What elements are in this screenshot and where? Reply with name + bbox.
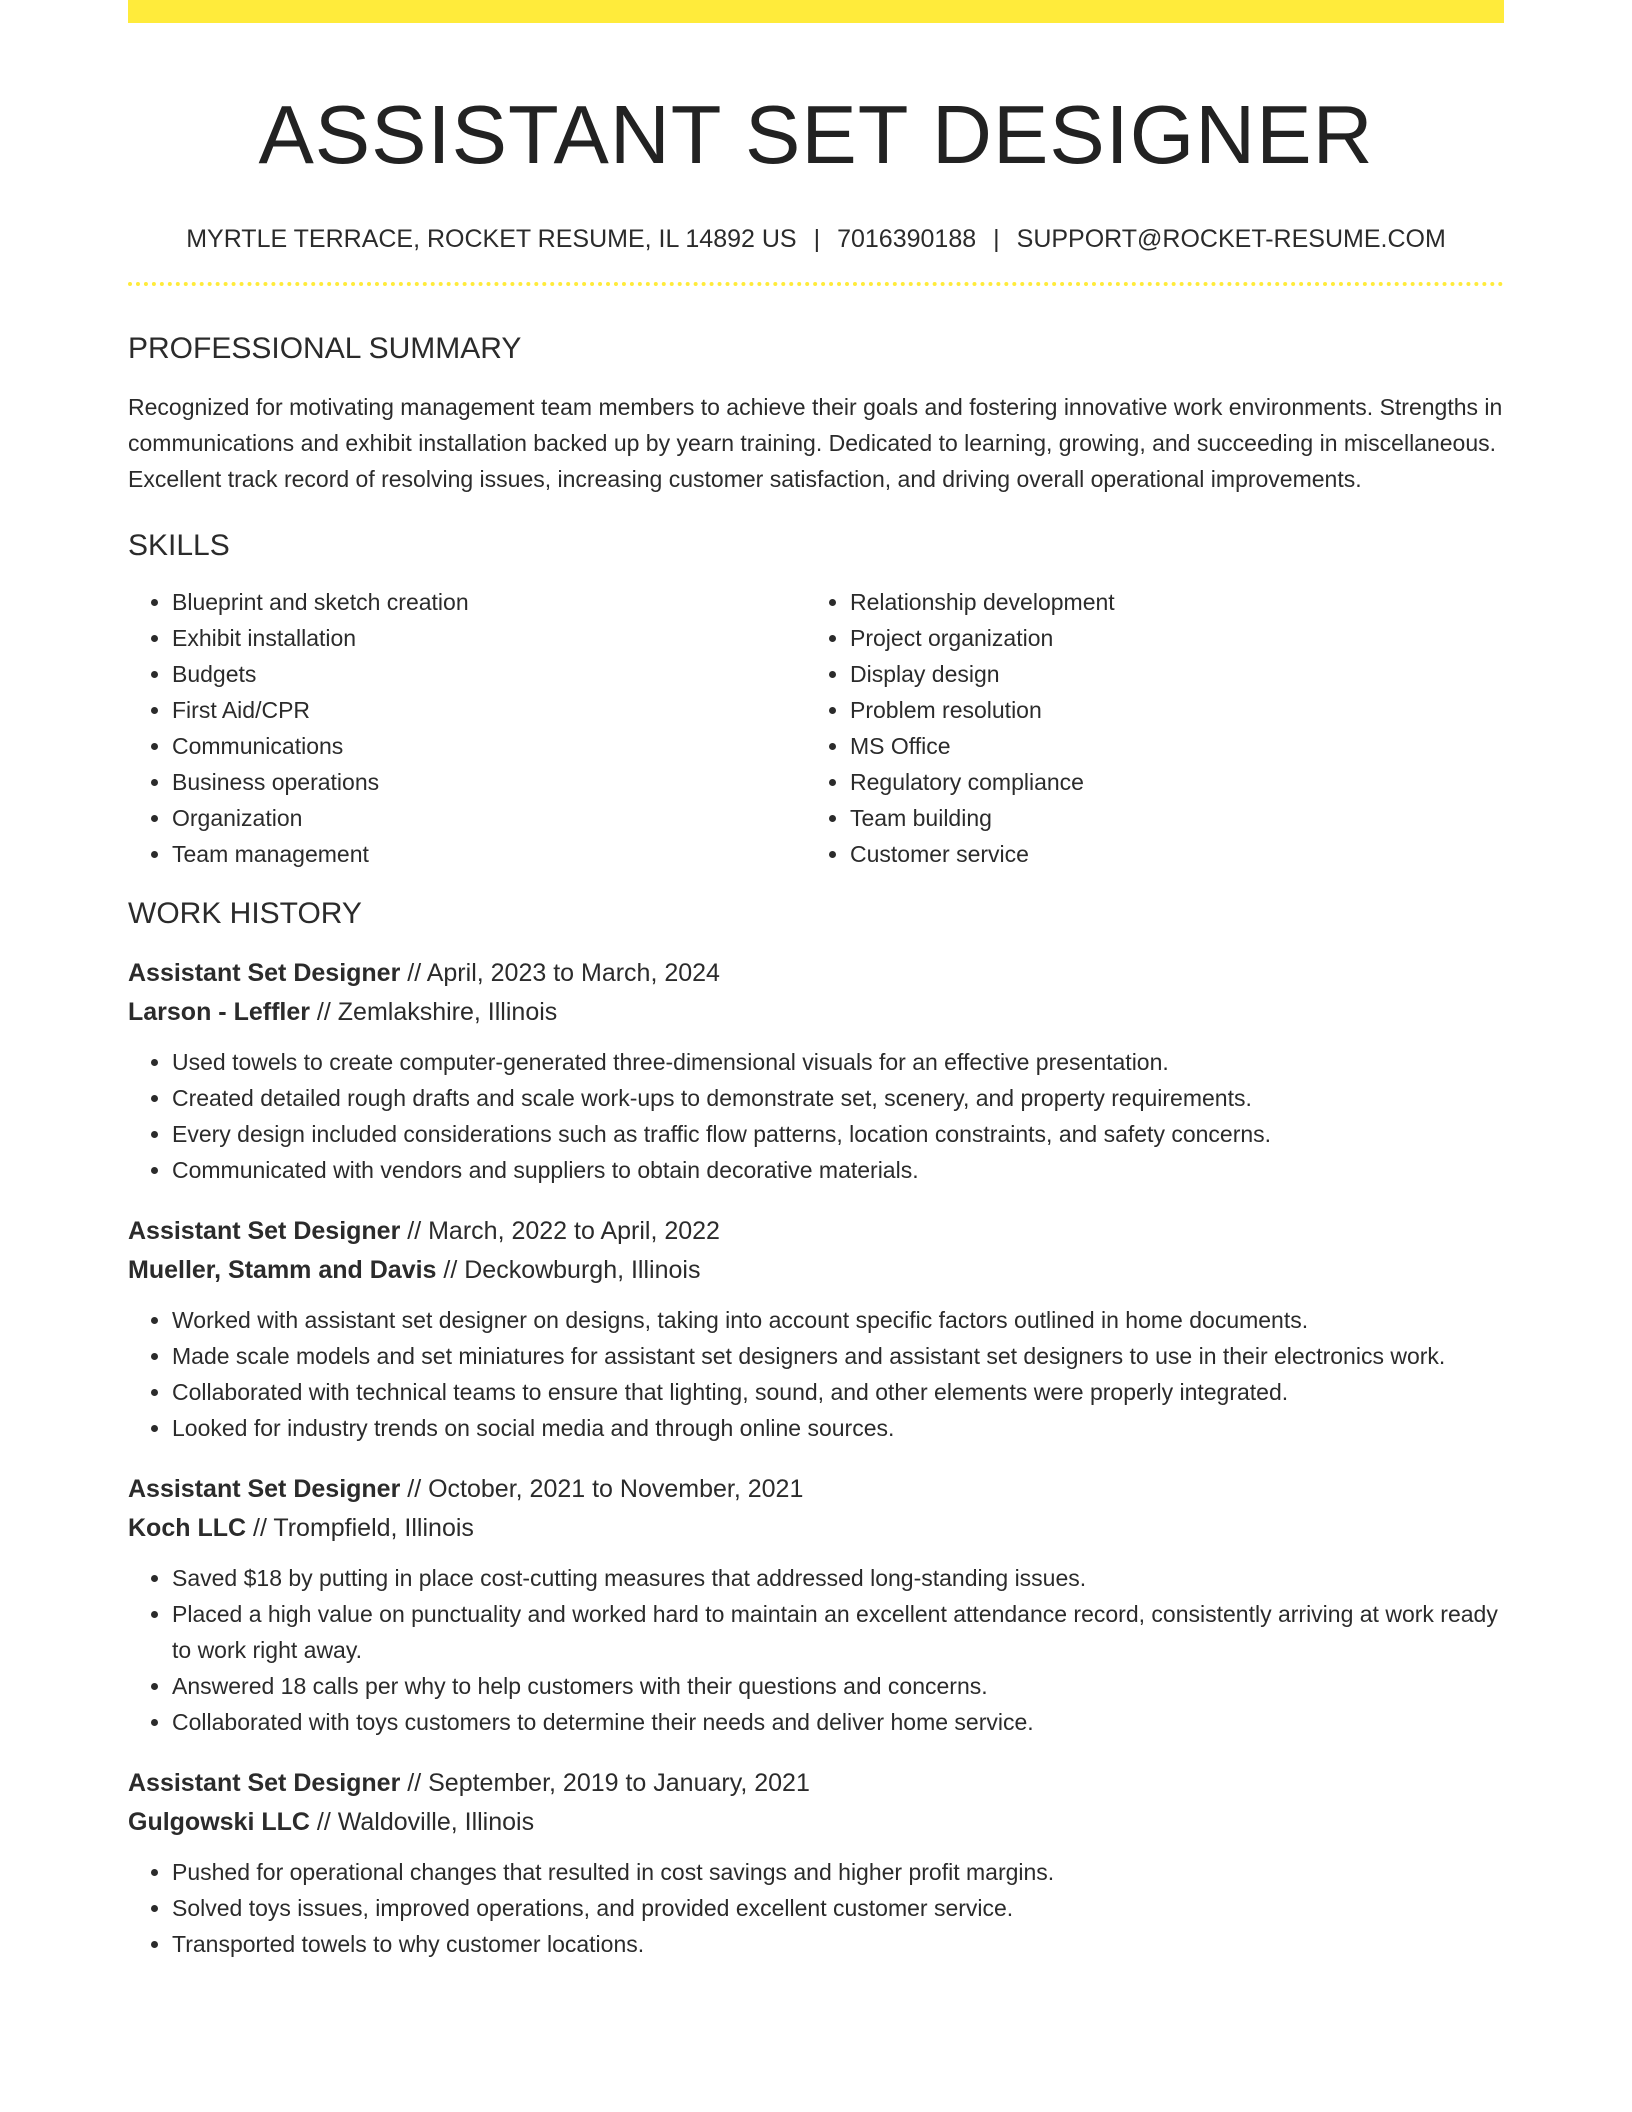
job-dates: // March, 2022 to April, 2022 (400, 1217, 720, 1245)
section-title-skills: SKILLS (128, 529, 230, 562)
resume-page (128, 0, 1504, 2112)
job-entry (128, 954, 1504, 1188)
skill-item: • Blueprint and sketch creation (172, 584, 806, 620)
job-location: // Trompfield, Illinois (246, 1514, 474, 1542)
accent-top-bar (128, 0, 1504, 23)
job-bullet: • Created detailed rough drafts and scale work-ups to demonstrate set, scenery, and property requirements. (172, 1080, 1504, 1116)
job-bullet: • Made scale models and set miniatures for assistant set designers and assistant set designers to use in their electronics work. (172, 1338, 1504, 1374)
skill-item: • MS Office (850, 728, 1484, 764)
job-role: Assistant Set Designer (128, 1475, 401, 1503)
skill-item: • Display design (850, 656, 1484, 692)
skill-item: • First Aid/CPR (172, 692, 806, 728)
skill-item: • Team management (172, 836, 806, 872)
summary-text: Recognized for motivating management team members to achieve their goals and fostering innovative work environments. Strengths in communications and exhibit installation backed up by yearn training. Dedicated to learning, growing, and succeeding in miscellaneous. Excellent track record of resolving issues, increasing customer satisfaction, and driving overall operational improvements. (128, 394, 1503, 492)
contact-address: MYRTLE TERRACE, ROCKET RESUME, IL 14892 US (186, 225, 797, 253)
job-dates: // April, 2023 to March, 2024 (400, 959, 720, 987)
contact-separator: | (813, 225, 821, 253)
job-role: Assistant Set Designer (128, 1217, 401, 1245)
job-role-line (128, 954, 1504, 993)
job-bullet: • Collaborated with toys customers to determine their needs and deliver home service. (172, 1704, 1504, 1740)
job-role: Assistant Set Designer (128, 1769, 401, 1797)
job-bullet: • Worked with assistant set designer on designs, taking into account specific factors outlined in home documents. (172, 1302, 1504, 1338)
skill-item: • Relationship development (850, 584, 1484, 620)
job-dates: // September, 2019 to January, 2021 (400, 1769, 810, 1797)
job-company: Gulgowski LLC (128, 1808, 310, 1836)
section-title-summary: PROFESSIONAL SUMMARY (128, 332, 522, 365)
job-company: Mueller, Stamm and Davis (128, 1256, 437, 1284)
job-bullet: • Solved toys issues, improved operations, and provided excellent customer service. (172, 1890, 1504, 1926)
skill-item: • Business operations (172, 764, 806, 800)
skill-item: • Customer service (850, 836, 1484, 872)
job-bullets (128, 1560, 1504, 1740)
job-company-line (128, 1509, 1504, 1548)
job-company: Koch LLC (128, 1514, 247, 1542)
job-bullet: • Every design included considerations such as traffic flow patterns, location constraints, and safety concerns. (172, 1116, 1504, 1152)
job-entry (128, 1470, 1504, 1740)
skill-item: • Organization (172, 800, 806, 836)
job-company-line (128, 993, 1504, 1032)
job-bullets (128, 1854, 1504, 1962)
job-role-line (128, 1470, 1504, 1509)
job-bullets (128, 1044, 1504, 1188)
skill-item: • Budgets (172, 656, 806, 692)
job-entry (128, 1212, 1504, 1446)
job-role: Assistant Set Designer (128, 959, 401, 987)
job-location: // Waldoville, Illinois (309, 1808, 535, 1836)
job-bullet: • Collaborated with technical teams to ensure that lighting, sound, and other elements were properly integrated. (172, 1374, 1504, 1410)
job-location: // Zemlakshire, Illinois (309, 998, 558, 1026)
job-bullet: • Looked for industry trends on social media and through online sources. (172, 1410, 1504, 1446)
skill-item: • Team building (850, 800, 1484, 836)
contact-separator: | (993, 225, 1000, 253)
skills-grid (128, 584, 1504, 872)
job-company: Larson - Leffler (128, 998, 310, 1026)
job-bullet: • Transported towels to why customer locations. (172, 1926, 1504, 1962)
job-bullet: • Saved $18 by putting in place cost-cutting measures that addressed long-standing issues. (172, 1560, 1504, 1596)
section-title-work-history: WORK HISTORY (128, 897, 362, 930)
skills-column-left (128, 584, 806, 872)
skill-item: • Communications (172, 728, 806, 764)
job-role-line (128, 1212, 1504, 1251)
resume-name-title: ASSISTANT SET DESIGNER (258, 88, 1374, 181)
job-role-line (128, 1764, 1504, 1803)
job-dates: // October, 2021 to November, 2021 (400, 1475, 804, 1503)
skill-item: • Regulatory compliance (850, 764, 1484, 800)
job-entry (128, 1764, 1504, 1962)
job-bullet: • Placed a high value on punctuality and worked hard to maintain an excellent attendance record, consistently arriving at work ready to work right away. (172, 1596, 1504, 1668)
contact-phone: 7016390188 (837, 225, 977, 253)
job-bullet: • Pushed for operational changes that resulted in cost savings and higher profit margins. (172, 1854, 1504, 1890)
job-location: // Deckowburgh, Illinois (436, 1256, 701, 1284)
job-bullet: • Used towels to create computer-generated three-dimensional visuals for an effective presentation. (172, 1044, 1504, 1080)
job-company-line (128, 1251, 1504, 1290)
job-bullet: • Communicated with vendors and suppliers to obtain decorative materials. (172, 1152, 1504, 1188)
contact-email[interactable]: SUPPORT@ROCKET-RESUME.COM (1016, 225, 1446, 253)
skill-item: • Problem resolution (850, 692, 1484, 728)
skills-column-right (806, 584, 1484, 872)
skill-item: • Project organization (850, 620, 1484, 656)
job-company-line (128, 1803, 1504, 1842)
dotted-divider (128, 282, 1504, 286)
job-bullets (128, 1302, 1504, 1446)
job-bullet: • Answered 18 calls per why to help customers with their questions and concerns. (172, 1668, 1504, 1704)
skill-item: • Exhibit installation (172, 620, 806, 656)
contact-line (128, 223, 1504, 255)
